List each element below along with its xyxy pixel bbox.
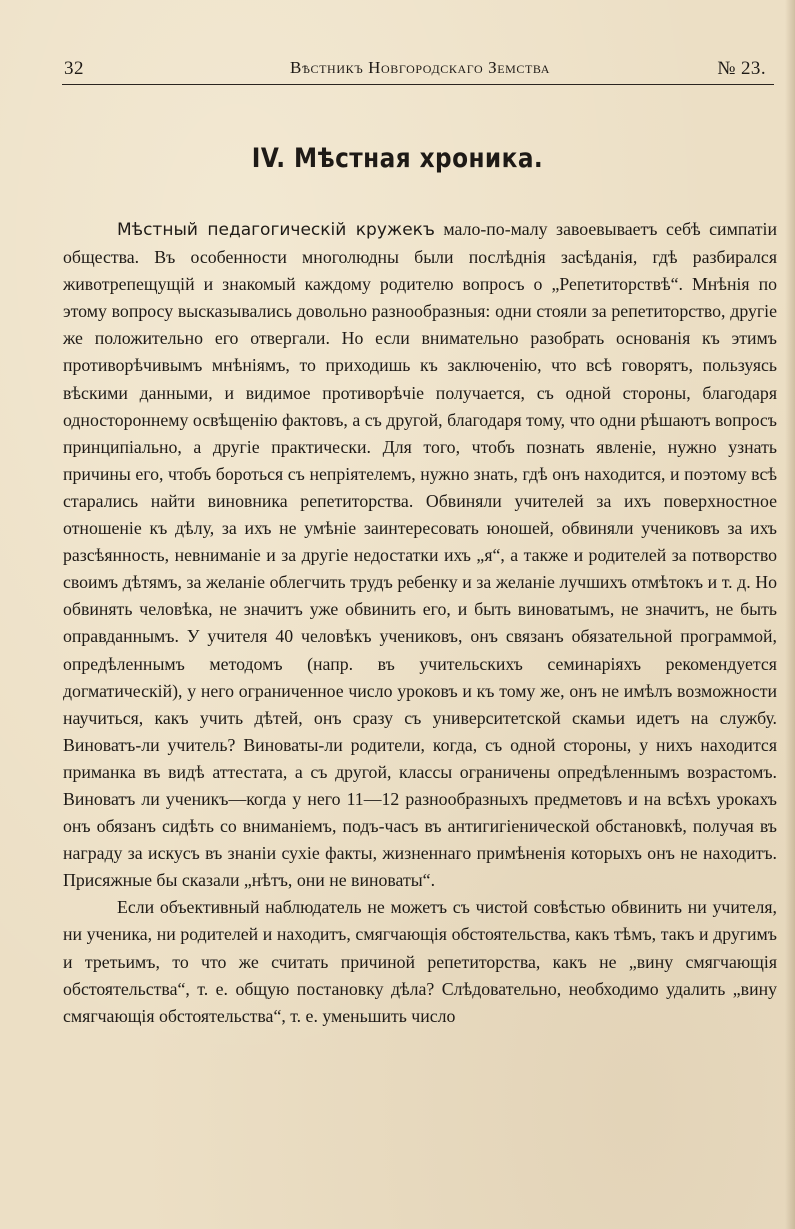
journal-title: Вѣстникъ Новгородскаго Земства	[289, 58, 551, 77]
lead-phrase: Мѣстный педагогическій кружекъ	[117, 220, 435, 240]
section-title: IV. Мѣстная хроника.	[251, 143, 544, 174]
running-header	[64, 58, 776, 86]
paragraph-1	[63, 216, 777, 894]
page-number: 32	[64, 58, 84, 79]
article-body	[63, 216, 777, 1030]
paragraph-1-text: мало-по-малу завоевываетъ себѣ симпатіи общества. Въ особенности многолюдны были послѣднія засѣданія, гдѣ разбирался животрепещущій и знакомый каждому родителю вопросъ о „Репетиторствѣ“. Мнѣнія по этому вопросу высказывались довольно разнообразныя: одни стояли за репетиторство, другіе же положительно его отвергали. Но если внимательно разобрать основанія къ этимъ противорѣчивымъ мнѣніямъ, то приходишь къ заключенію, что всѣ говорятъ, пользуясь вѣскими данными, и видимое противорѣчіе получается, съ одной стороны, благодаря одностороннему освѣщенію фактовъ, а съ другой, благодаря тому, что одни рѣшаютъ вопросъ принципіально, а другіе практически. Для того, чтобъ познать явленіе, нужно узнать причины его, чтобъ бороться съ непріятелемъ, нужно знать, гдѣ онъ находится, и поэтому всѣ старались найти виновника репетиторства. Обвиняли учителей за ихъ поверхностное отношеніе къ дѣлу, за ихъ не умѣніе заинтересовать юношей, обвиняли учениковъ за ихъ разсѣянность, невниманіе и за другіе недостатки ихъ „я“, а также и родителей за потворство своимъ дѣтямъ, за желаніе облегчить трудъ ребенку и за желаніе лучшихъ отмѣтокъ и т. д. Но обвинять человѣка, не значитъ уже обвинить его, и быть виноватымъ, не значитъ, не быть оправданнымъ. У учителя 40 человѣкъ учениковъ, онъ связанъ обязательной программой, опредѣленнымъ методомъ (напр. въ учительскихъ семинаріяхъ рекомендуется догматическій), у него ограниченное число уроковъ и къ тому же, онъ не имѣлъ возможности научиться, какъ учить дѣтей, онъ сразу съ университетской скамьи идетъ на службу. Виноватъ-ли учитель? Виноваты-ли родители, когда, съ одной стороны, у нихъ находится приманка въ видѣ аттестата, а съ другой, классы ограничены опредѣленнымъ возрастомъ. Виноватъ ли ученикъ—когда у него 11—12 разнообразныхъ предметовъ и на всѣхъ урокахъ онъ обязанъ сидѣть со вниманіемъ, подъ-часъ въ антигигіенической обстановкѣ, получая въ награду за искусъ въ знаніи сухіе факты, жизненнаго примѣненія которыхъ онъ не находитъ. Присяжные бы сказали „нѣтъ, они не виноваты“.	[63, 219, 777, 891]
issue-number: № 23.	[717, 58, 766, 79]
paragraph-2: Если объективный наблюдатель не можетъ съ чистой совѣстью обвинить ни учителя, ни ученика, ни родителей и находитъ, смягчающія обстоятельства, какъ тѣмъ, такъ и другимъ и третьимъ, то что же считать причиной репетиторства, какъ не „вину смягчающія обстоятельства“, т. е. общую постановку дѣла? Слѣдовательно, необходимо удалить „вину смягчающія обстоятельства“, т. е. уменьшить число	[63, 897, 777, 1026]
header-rule	[62, 84, 774, 85]
